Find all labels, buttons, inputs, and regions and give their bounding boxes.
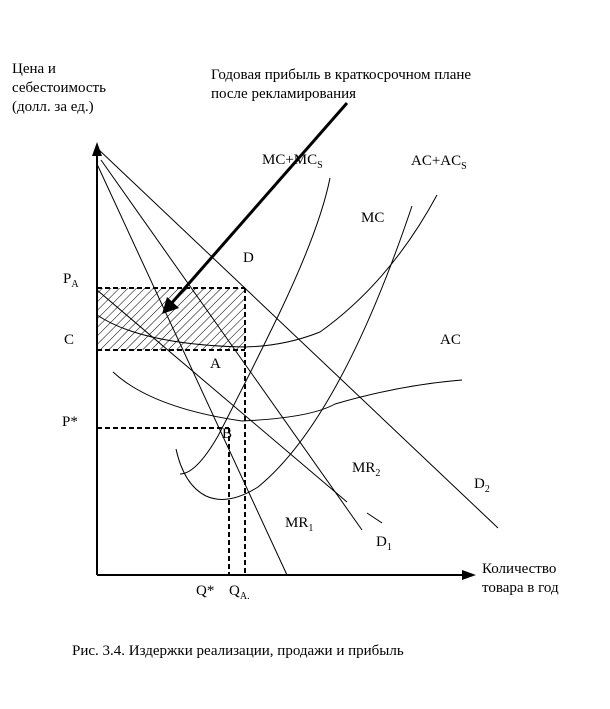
ac-label: AC [440,332,461,348]
mc-label: MC [361,210,385,226]
pa-tick-label: $P_A$ [63,271,79,290]
figure-caption: Рис. 3.4. Издержки реализации, продажи и прибыль [72,643,404,659]
mc-mcs-label: $MC+MC_S$ [262,152,323,171]
y-axis-title [12,61,106,115]
qstar-tick-label: Q* [196,583,215,599]
x-axis-title [482,561,559,596]
d1-tail-line [367,513,382,523]
qa-tick-label: $Q_{A.}$ [229,583,250,602]
x-axis-title-line-2: товара в год [482,580,559,596]
ac-curve [113,372,462,421]
annotation-line-1: Годовая прибыль в краткосрочном плане [211,67,472,83]
annotation-line-2: после рекламирования [211,86,357,102]
c-tick-label: C [64,332,75,348]
pstar-tick-label: P* [62,414,78,430]
mc-curve [176,206,412,499]
d2-label: $D_2$ [474,476,490,495]
y-axis-title-line-1: Цена и [12,61,56,77]
x-axis-title-line-1: Количество [482,561,557,577]
annotation-arrow-shaft [170,103,347,305]
x-axis-arrowhead [462,570,476,580]
ac-acs-label: $AC+AC_S$ [411,153,467,172]
d-label: D [243,250,254,266]
profit-annotation [211,67,471,102]
point-a-label: A [210,356,221,372]
mr2-label: $MR_2$ [352,460,381,479]
d1-label: $D_1$ [376,534,392,553]
point-b-label: B [222,426,233,442]
y-axis-arrowhead [92,142,102,156]
y-axis-title-line-2: себестоимость [12,80,106,96]
mr1-label: $MR_1$ [285,515,314,534]
y-axis-title-line-3: (долл. за ед.) [12,99,94,115]
mr1-line [97,164,287,575]
